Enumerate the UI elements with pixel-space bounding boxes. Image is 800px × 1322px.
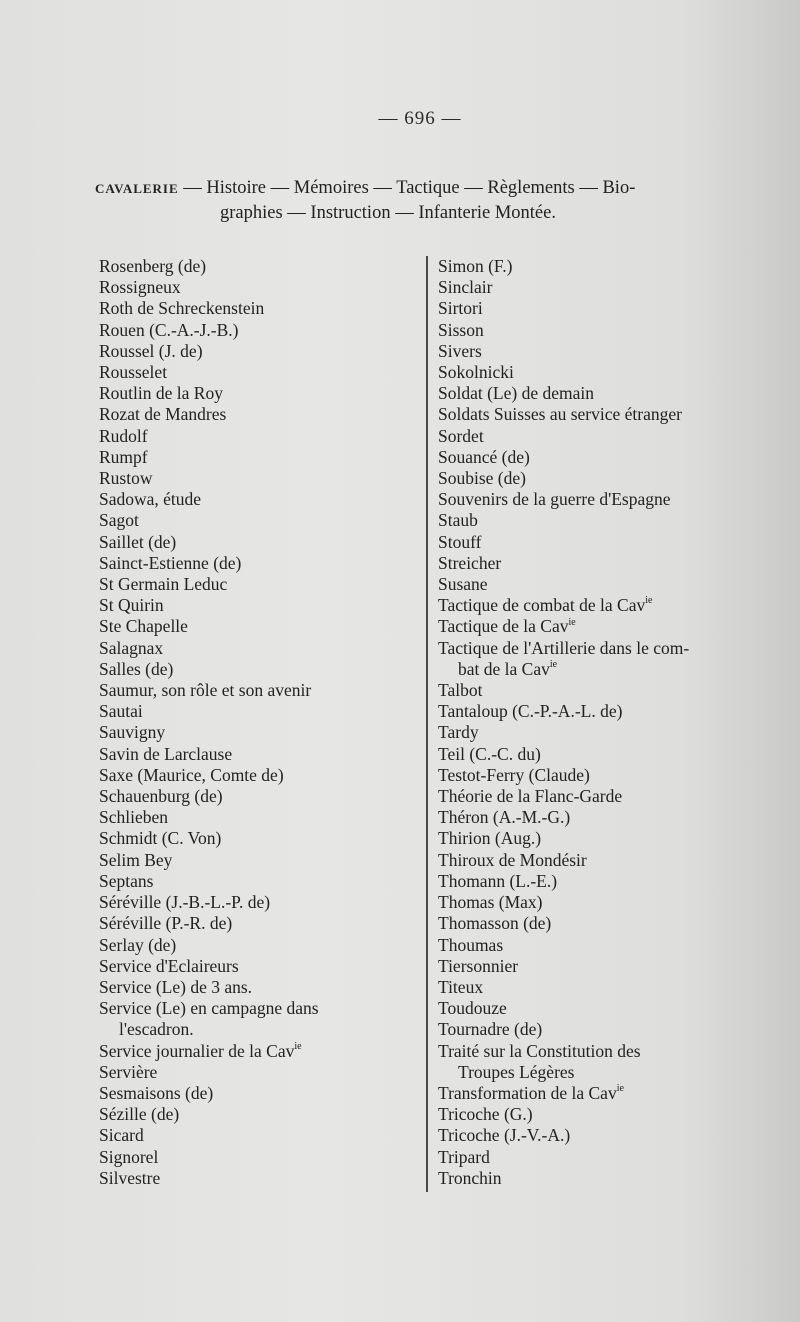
- index-entry: Schauenburg (de): [99, 786, 223, 807]
- index-entry: Salles (de): [99, 658, 174, 679]
- index-entry: Schlieben: [99, 807, 169, 828]
- index-entry: Soldats Suisses au service étranger: [438, 404, 682, 425]
- index-entry: Talbot: [438, 680, 483, 701]
- index-entry: Sicard: [99, 1125, 144, 1146]
- index-entry: Schmidt (C. Von): [99, 828, 222, 849]
- index-entry: Tripard: [438, 1146, 490, 1167]
- index-entry: Simon (F.): [438, 256, 513, 276]
- index-entry: Saumur, son rôle et son avenir: [99, 680, 312, 701]
- index-entry: Sézille (de): [99, 1104, 180, 1125]
- index-entry: Toudouze: [438, 998, 507, 1019]
- index-entry: Tiersonnier: [438, 955, 519, 976]
- index-entry: St Germain Leduc: [99, 574, 228, 595]
- abbrev-superscript: ie: [616, 1083, 624, 1095]
- index-entry: Traité sur la Constitution des: [438, 1040, 641, 1061]
- index-entry: Sautai: [99, 701, 143, 722]
- index-entry: Sisson: [438, 319, 484, 340]
- index-entry: Sokolnicki: [438, 362, 514, 383]
- index-entry: Rosenberg (de): [99, 256, 207, 276]
- heading-lead: CAVALERIE: [95, 181, 179, 196]
- entry-text: bat de la Cav: [458, 658, 550, 679]
- section-heading: [95, 176, 740, 225]
- index-entry: Titeux: [438, 976, 484, 997]
- index-entry: Tardy: [438, 722, 479, 743]
- index-entry: Salagnax: [99, 637, 164, 658]
- index-entry: Staub: [438, 510, 478, 531]
- index-entry: Sinclair: [438, 277, 493, 298]
- index-entry: Saillet (de): [99, 531, 177, 552]
- column-divider: [426, 256, 428, 1192]
- index-entry-continuation: l'escadron.: [119, 1019, 194, 1040]
- abbrev-superscript: ie: [549, 659, 558, 671]
- entry-text: Tactique de la Cav: [438, 616, 569, 637]
- index-entry: Sirtori: [438, 298, 483, 319]
- index-entry: Rustow: [99, 468, 153, 489]
- index-entry: Rozat de Mandres: [99, 404, 227, 425]
- index-entry: Sivers: [438, 340, 482, 361]
- index-entry: Sagot: [99, 510, 139, 531]
- index-entry: [438, 1083, 743, 1104]
- index-entry: Thomas (Max): [438, 892, 543, 913]
- index-entry: Routlin de la Roy: [99, 383, 223, 404]
- index-entry: Soldat (Le) de demain: [438, 383, 594, 404]
- index-entry: Séréville (J.-B.-L.-P. de): [99, 892, 271, 913]
- index-entry: Sauvigny: [99, 722, 166, 743]
- index-entry: Sainct-Estienne (de): [99, 552, 242, 573]
- entry-text: Service journalier de la Cav: [99, 1040, 295, 1061]
- entry-text: Transformation de la Cav: [438, 1082, 617, 1103]
- index-entry: Testot-Ferry (Claude): [438, 764, 590, 785]
- index-entry: Streicher: [438, 552, 502, 573]
- index-entry: Septans: [99, 870, 154, 891]
- index-entry: Signorel: [99, 1146, 159, 1167]
- abbrev-superscript: ie: [568, 616, 576, 628]
- index-entry: Tantaloup (C.-P.-A.-L. de): [438, 701, 623, 722]
- index-entry: Tricoche (J.-V.-A.): [438, 1125, 571, 1146]
- index-entry: Thomann (L.-E.): [438, 870, 558, 891]
- index-entry: Roth de Schreckenstein: [99, 298, 265, 319]
- page-number: — 696 —: [378, 108, 462, 129]
- index-entry: Rumpf: [99, 446, 148, 467]
- index-entry: Servière: [99, 1061, 158, 1082]
- index-entry: Service (Le) de 3 ans.: [99, 976, 253, 997]
- heading-line-1: — Histoire — Mémoires — Tactique — Règlements — Bio-: [183, 178, 636, 198]
- index-entry-continuation: Troupes Légères: [458, 1061, 575, 1082]
- abbrev-superscript: ie: [645, 595, 653, 607]
- index-entry: Soubise (de): [438, 468, 526, 489]
- index-entry: Rousselet: [99, 362, 168, 383]
- index-entry: [438, 595, 743, 616]
- index-entry: Rouen (C.-A.-J.-B.): [99, 319, 239, 340]
- right-column: [438, 256, 743, 1189]
- index-entry: Sadowa, étude: [99, 489, 202, 510]
- index-entry: Saxe (Maurice, Comte de): [99, 764, 284, 785]
- index-entry: Ste Chapelle: [99, 616, 188, 637]
- index-entry: St Quirin: [99, 595, 164, 616]
- index-entry: Susane: [438, 574, 488, 595]
- abbrev-superscript: ie: [294, 1040, 302, 1052]
- index-entry: Service (Le) en campagne dans: [99, 998, 319, 1019]
- index-entry: Silvestre: [99, 1167, 161, 1188]
- entry-text: Tactique de combat de la Cav: [438, 595, 646, 616]
- index-entry: Thirion (Aug.): [438, 828, 542, 849]
- index-entry: Tournadre (de): [438, 1019, 543, 1040]
- index-entry-continuation: [438, 659, 743, 680]
- index-entry: Serlay (de): [99, 934, 177, 955]
- index-entry: Séréville (P.-R. de): [99, 913, 233, 934]
- index-entry: Rudolf: [99, 425, 148, 446]
- index-entry: Souancé (de): [438, 446, 530, 467]
- index-entry: Tricoche (G.): [438, 1104, 533, 1125]
- index-entry: Savin de Larclause: [99, 743, 233, 764]
- index-entry: Théorie de la Flanc-Garde: [438, 786, 623, 807]
- index-entry: Tactique de l'Artillerie dans le com-: [438, 637, 690, 658]
- index-entry: Sordet: [438, 425, 484, 446]
- index-entry: Thomasson (de): [438, 913, 552, 934]
- left-column: [99, 256, 424, 1189]
- index-entry: Tronchin: [438, 1167, 502, 1188]
- index-entry: [99, 1041, 424, 1062]
- index-entry: Stouff: [438, 531, 482, 552]
- index-entry: [438, 616, 743, 637]
- index-entry: Thiroux de Mondésir: [438, 849, 587, 870]
- index-entry: Roussel (J. de): [99, 340, 203, 361]
- index-entry: Théron (A.-M.-G.): [438, 807, 571, 828]
- index-entry: Souvenirs de la guerre d'Espagne: [438, 489, 671, 510]
- heading-line-2: graphies — Instruction — Infanterie Montée.: [220, 203, 556, 223]
- index-entry: Selim Bey: [99, 849, 173, 870]
- index-entry: Service d'Eclaireurs: [99, 955, 239, 976]
- index-entry: Teil (C.-C. du): [438, 743, 541, 764]
- index-entry: Rossigneux: [99, 277, 181, 298]
- index-entry: Sesmaisons (de): [99, 1082, 214, 1103]
- index-entry: Thoumas: [438, 934, 504, 955]
